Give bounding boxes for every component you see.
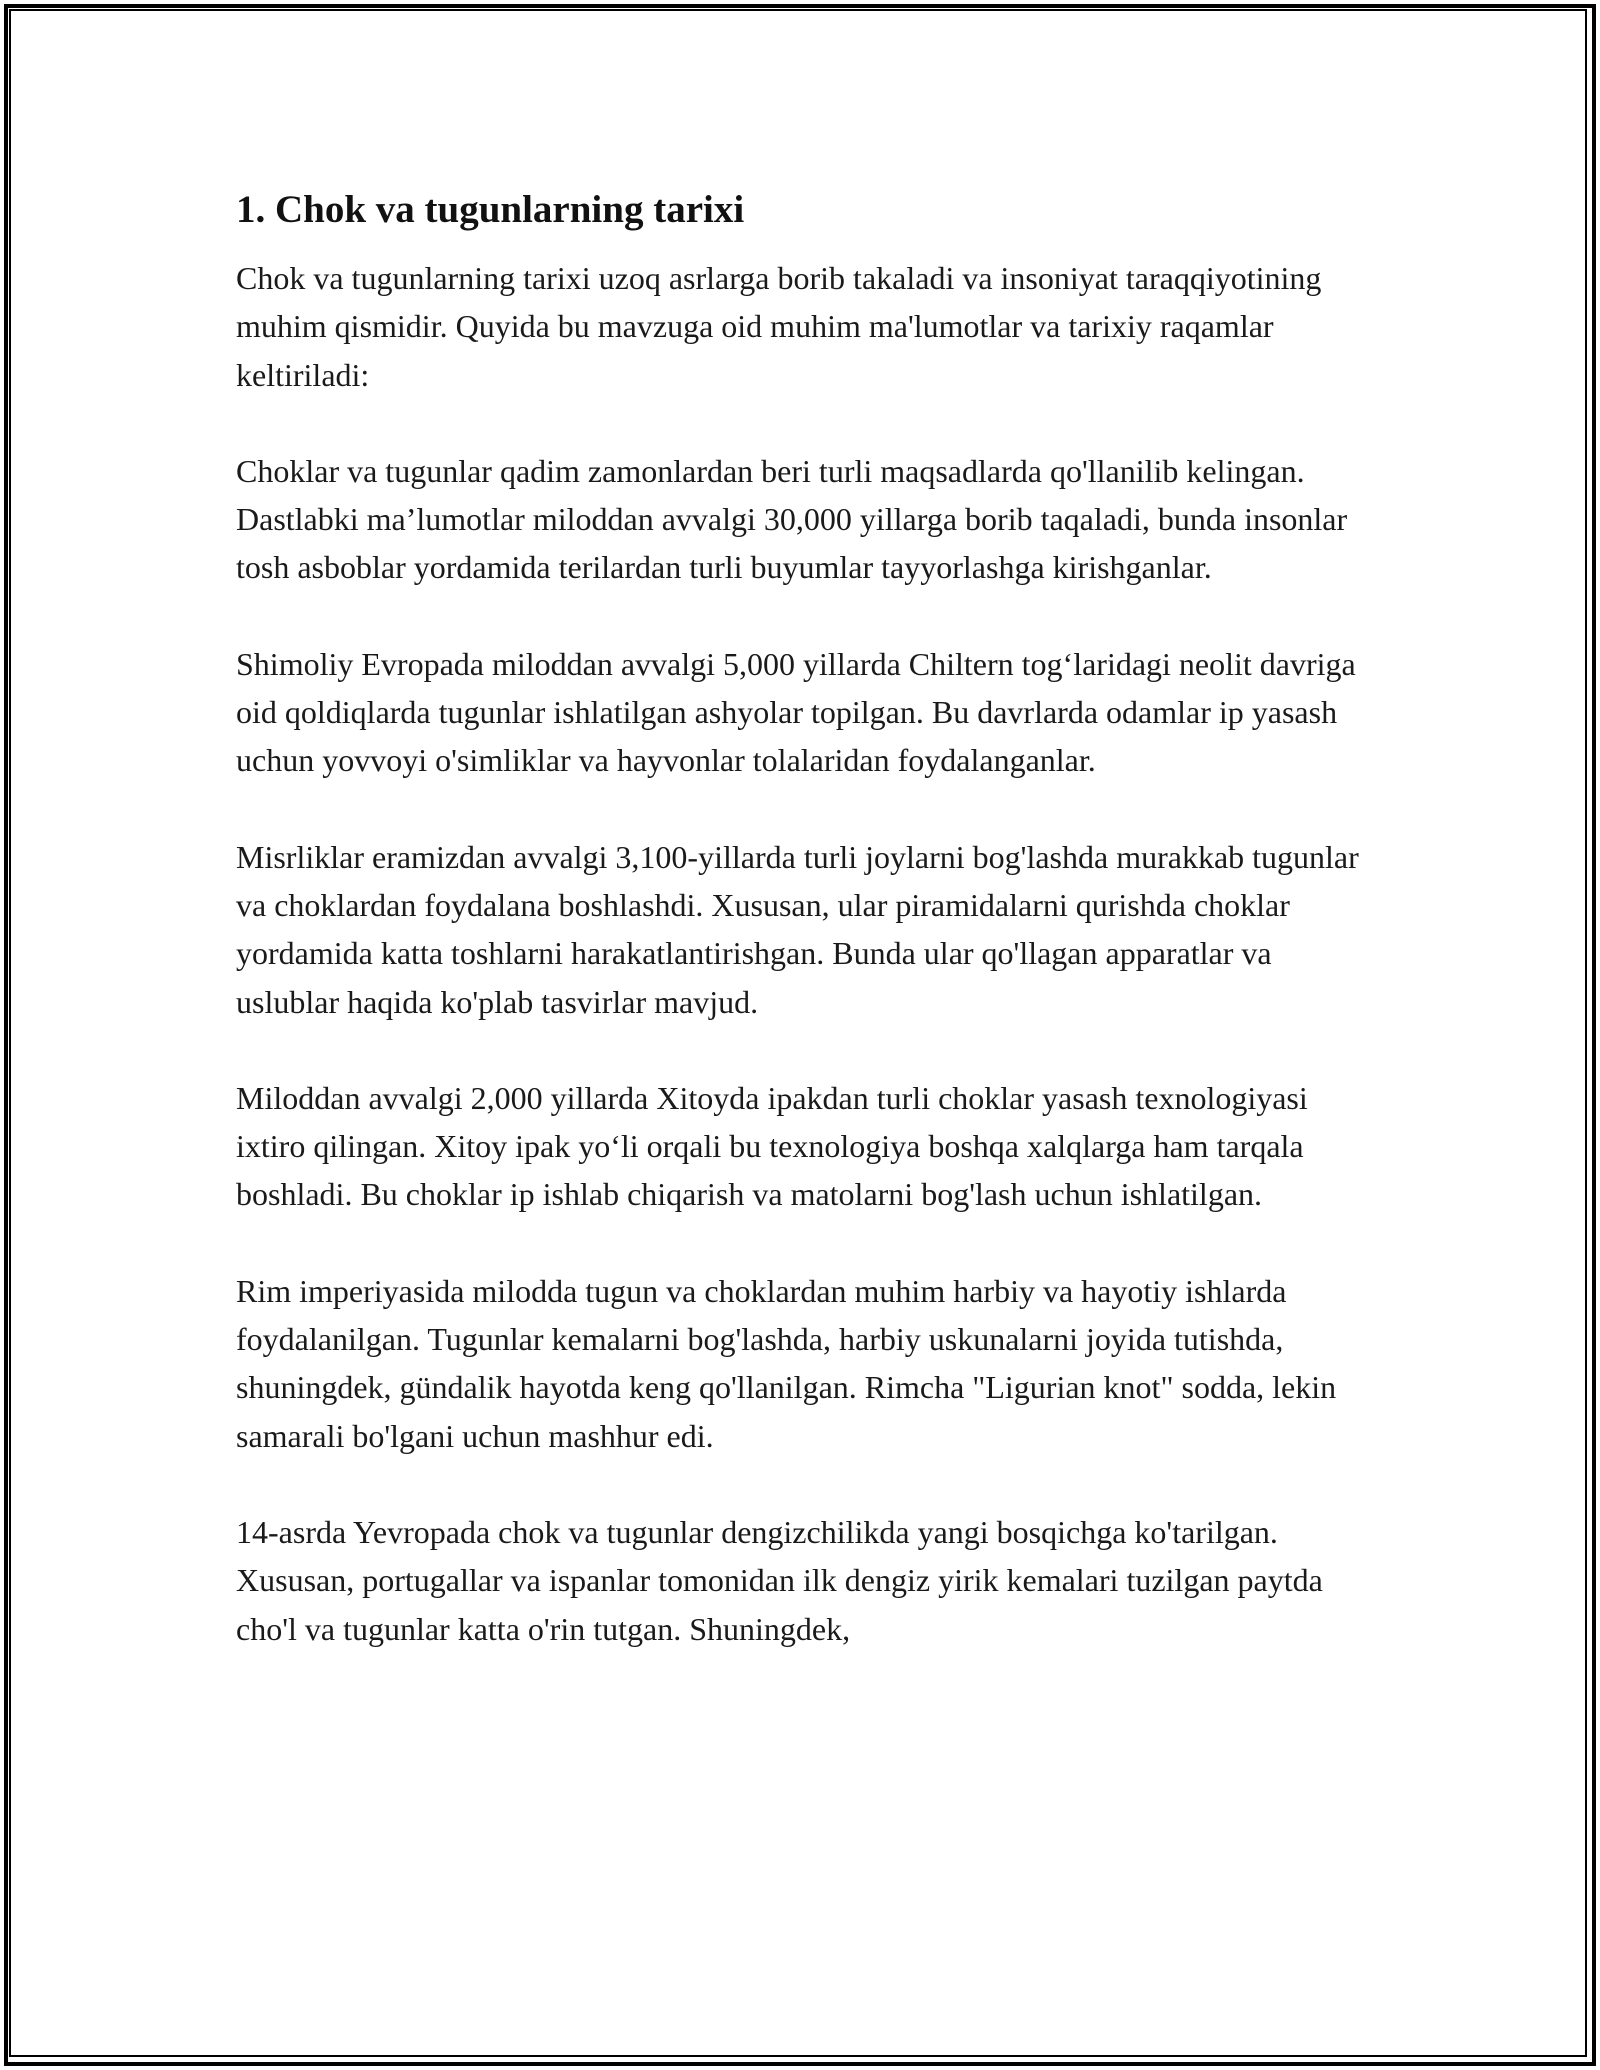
paragraph-rome: Rim imperiyasida milodda tugun va choklardan muhim harbiy va hayotiy ishlarda foydalanilgan. Tugunlar kemalarni bog'lashda, harbiy uskunalarni joyida tutishda, shuningdek, gündalik hayotda keng qo'llanilgan. Rimcha "Ligurian knot" sodda, lekin samarali bo'lgani uchun mashhur edi. bbox=[236, 1272, 1337, 1454]
paragraph-egypt: Misrliklar eramizdan avvalgi 3,100-yillarda turli joylarni bog'lashda murakkab tugunlar va choklardan foydalana boshlashdi. Xususan, ular piramidalarni qurishda choklar yordamida katta toshlarni harakatlantirishgan. Bunda ular qo'llagan apparatlar va uslublar haqida ko'plab tasvirlar mavjud. bbox=[236, 838, 1359, 1020]
document-body bbox=[236, 186, 1366, 1701]
paragraph-ancient-origins: Choklar va tugunlar qadim zamonlardan beri turli maqsadlarda qo'llanilib kelingan. Dastlabki ma’lumotlar miloddan avvalgi 30,000 yillarga borib taqaladi, bunda insonlar tosh asboblar yordamida terilardan turli buyumlar tayyorlashga kirishganlar. bbox=[236, 452, 1348, 586]
paragraph-intro: Chok va tugunlarning tarixi uzoq asrlarga borib takaladi va insoniyat taraqqiyotining muhim qismidir. Quyida bu mavzuga oid muhim ma'lumotlar va tarixiy raqamlar keltiriladi: bbox=[236, 260, 1322, 393]
section-heading: 1. Chok va tugunlarning tarixi bbox=[236, 188, 745, 231]
paragraph-14th-century: 14-asrda Yevropada chok va tugunlar dengizchilikda yangi bosqichga ko'tarilgan. Xususan, portugallar va ispanlar tomonidan ilk dengiz yirik kemalari tuzilgan paytda cho'l va tugunlar katta o'rin tutgan. Shuningdek, bbox=[236, 1513, 1323, 1647]
paragraph-china: Miloddan avvalgi 2,000 yillarda Xitoyda ipakdan turli choklar yasash texnologiyasi ixtiro qilingan. Xitoy ipak yo‘li orqali bu texnologiya boshqa xalqlarga ham tarqala boshladi. Bu choklar ip ishlab chiqarish va matolarni bog'lash uchun ishlatilgan. bbox=[236, 1079, 1308, 1213]
paragraph-northern-europe: Shimoliy Evropada miloddan avvalgi 5,000 yillarda Chiltern tog‘laridagi neolit davriga oid qoldiqlarda tugunlar ishlatilgan ashyolar topilgan. Bu davrlarda odamlar ip yasash uchun yovvoyi o'simliklar va hayvonlar tolalaridan foydalanganlar. bbox=[236, 645, 1356, 779]
